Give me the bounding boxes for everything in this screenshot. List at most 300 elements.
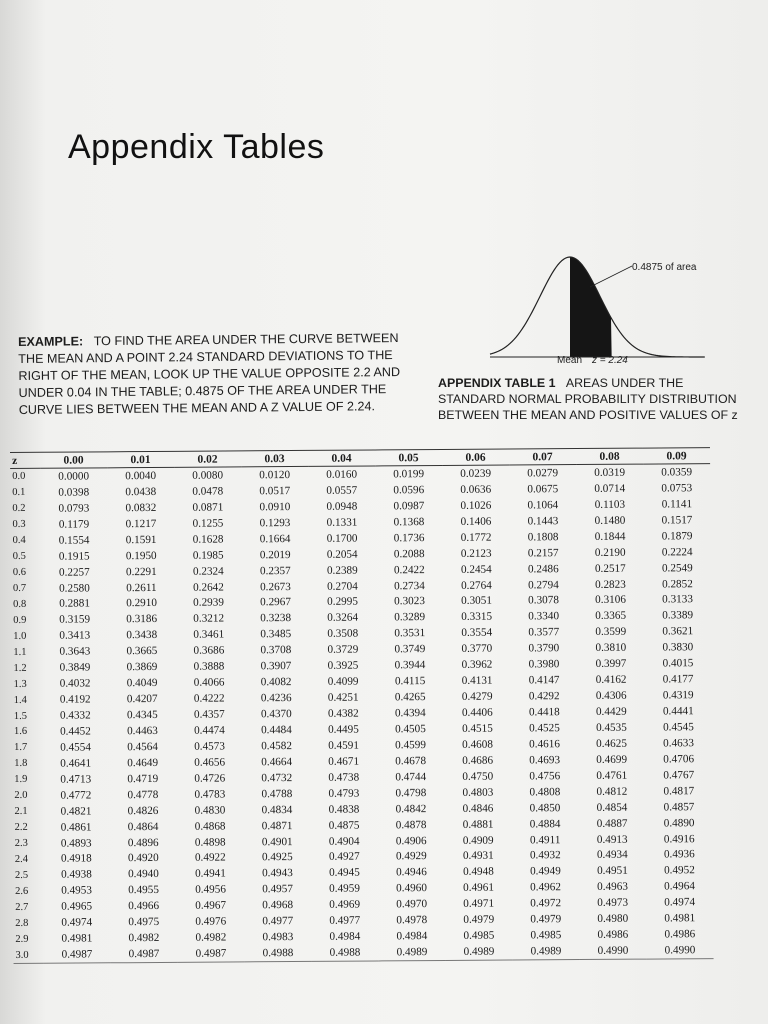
table-cell: 0.0675 (527, 483, 559, 496)
table-cell: 0.4192 (59, 693, 91, 706)
table-cell: 0.3365 (595, 610, 627, 623)
table-cell: 0.2486 (527, 562, 559, 575)
table-cell: 0.2967 (260, 596, 291, 609)
table-cell: 0.4941 (195, 867, 226, 881)
table-cell: 0.4989 (378, 944, 445, 961)
row-z-value: 2.5 (14, 869, 29, 881)
row-z-value: 2.1 (14, 806, 28, 818)
table-cell: 0.0398 (58, 486, 90, 499)
table-cell: 0.4633 (663, 737, 694, 750)
table-cell: 0.4987 (43, 946, 110, 963)
normal-curve-svg (480, 232, 760, 372)
table-cell: 0.4881 (462, 818, 494, 831)
table-cell: 0.3790 (528, 642, 560, 655)
table-cell: 0.4854 (596, 801, 628, 814)
table-cell: 0.4441 (662, 705, 694, 718)
table-cell: 0.0793 (58, 502, 90, 515)
table-cell: 0.4830 (194, 804, 226, 817)
table-cell: 0.4898 (194, 836, 226, 849)
table-cell: 0.2611 (126, 581, 157, 594)
row-z-value: 1.8 (14, 758, 28, 770)
table-cell: 0.0478 (192, 485, 224, 498)
table-cell: 0.1700 (326, 532, 358, 545)
table-cell: 0.4803 (462, 786, 494, 799)
table-cell: 0.4906 (395, 834, 427, 847)
table-cell: 0.4968 (262, 899, 294, 912)
z-value-label: z = 2.24 (592, 355, 628, 366)
table-cell: 0.3729 (327, 643, 359, 657)
table-cell: 0.3621 (662, 625, 694, 638)
table-cell: 0.1808 (527, 530, 559, 544)
table-cell: 0.1103 (594, 498, 626, 511)
table-cell: 0.1368 (393, 515, 425, 529)
table-cell: 0.3962 (461, 658, 493, 672)
table-cell: 0.4656 (194, 756, 226, 769)
table-cell: 0.4961 (463, 881, 494, 895)
table-cell: 0.2517 (594, 562, 626, 575)
row-z-value: 1.1 (13, 646, 27, 658)
table-cell: 0.4948 (463, 866, 494, 879)
table-cell: 0.4983 (262, 931, 294, 944)
table-cell: 0.3554 (461, 626, 493, 640)
table-cell: 0.4693 (529, 754, 561, 767)
table-cell: 0.4066 (193, 676, 225, 689)
table-cell: 0.4756 (529, 769, 561, 783)
table-cell: 0.3238 (260, 612, 292, 625)
table-cell: 0.4032 (59, 677, 91, 690)
table-cell: 0.4015 (662, 657, 694, 670)
table-cell: 0.1950 (125, 549, 157, 562)
table-cell: 0.4265 (394, 691, 426, 704)
table-cell: 0.1772 (460, 531, 492, 544)
table-cell: 0.4951 (597, 865, 628, 878)
table-cell: 0.4826 (127, 804, 159, 817)
table-cell: 0.4884 (529, 817, 561, 830)
table-cell: 0.4608 (462, 738, 493, 751)
table-cell: 0.4967 (195, 899, 227, 912)
table-cell: 0.4955 (128, 884, 159, 897)
table-cell: 0.4878 (395, 818, 427, 831)
table-cell: 0.4382 (327, 707, 359, 720)
table-cell: 0.4868 (194, 820, 226, 833)
table-cell: 0.1628 (192, 533, 224, 546)
table-cell: 0.1064 (527, 499, 559, 512)
table-cell: 0.2823 (595, 578, 626, 591)
table-cell: 0.2422 (393, 563, 425, 576)
table-row (13, 942, 713, 963)
row-z-value: 0.6 (12, 566, 27, 579)
table-cell: 0.3849 (59, 661, 91, 674)
table-cell: 0.4306 (595, 689, 627, 703)
table-cell: 0.4838 (328, 803, 360, 816)
table-cell: 0.4989 (445, 944, 512, 961)
table-cell: 0.4345 (126, 709, 158, 722)
example-text: TO FIND THE AREA UNDER THE CURVE BETWEEN THE MEAN AND A POINT 2.24 STANDARD DEVIATIONS TO THE RIGHT OF THE MEAN, LOOK UP THE VALUE OPPOSITE 2.2 AND UNDER 0.04 IN THE TABLE; 0.4875 OF THE AREA UNDER THE CURVE LIES BETWEEN THE MEAN AND A Z VALUE OF 2.24. (18, 331, 401, 417)
table-cell: 0.3051 (461, 595, 492, 608)
table-cell: 0.4953 (61, 884, 92, 897)
table-cell: 0.3289 (394, 611, 426, 624)
table-cell: 0.4846 (462, 802, 494, 815)
table-cell: 0.4147 (528, 674, 560, 687)
table-cell: 0.4463 (127, 724, 158, 738)
table-cell: 0.4554 (60, 741, 91, 754)
table-cell: 0.4222 (193, 692, 225, 705)
table-cell: 0.4969 (329, 898, 361, 912)
table-cell: 0.4750 (462, 770, 494, 783)
table-cell: 0.1915 (58, 550, 90, 563)
table-cell: 0.4982 (128, 932, 160, 945)
table-cell: 0.4772 (60, 789, 92, 802)
table-cell: 0.4911 (529, 833, 561, 846)
table-cell: 0.4980 (597, 912, 629, 926)
table-cell: 0.4984 (329, 930, 361, 943)
row-z-value: 2.2 (14, 821, 28, 834)
table-cell: 0.4974 (61, 916, 93, 929)
table-cell: 0.0279 (527, 467, 559, 480)
table-cell: 0.2910 (126, 597, 157, 610)
table-cell: 0.2157 (527, 546, 559, 560)
table-cell: 0.4916 (663, 832, 695, 845)
table-cell: 0.2454 (460, 563, 492, 576)
table-cell: 0.3599 (595, 626, 627, 639)
table-cell: 0.3810 (595, 641, 627, 655)
table-cell: 0.4966 (128, 900, 160, 913)
table-cell: 0.4370 (260, 708, 292, 721)
table-cell: 0.4949 (530, 865, 561, 878)
normal-curve-figure (480, 232, 760, 372)
table-cell: 0.4984 (396, 930, 428, 943)
area-leader-line (590, 266, 632, 287)
table-cell: 0.2580 (59, 581, 90, 595)
table-cell: 0.3531 (394, 627, 426, 640)
row-z-value: 2.0 (14, 790, 28, 802)
page-title: Appendix Tables (68, 128, 325, 166)
table-cell: 0.1591 (125, 533, 157, 546)
table-cell: 0.4783 (194, 788, 226, 801)
table-cell: 0.2673 (260, 580, 291, 593)
table-cell: 0.4913 (596, 833, 628, 846)
table-cell: 0.2054 (326, 548, 358, 561)
table-cell: 0.0199 (393, 468, 425, 481)
column-header: 0.08 (576, 448, 643, 464)
table-cell: 0.4989 (512, 943, 579, 960)
table-cell: 0.0080 (192, 469, 224, 482)
table-cell: 0.1141 (661, 498, 693, 511)
column-header: 0.01 (107, 451, 174, 467)
table-cell: 0.4887 (596, 817, 628, 830)
table-cell: 0.0753 (661, 482, 693, 495)
table-cell: 0.4943 (262, 867, 293, 880)
row-z-value: 1.5 (13, 710, 28, 722)
table-cell: 0.4982 (195, 931, 227, 944)
table-cell: 0.2257 (58, 566, 90, 579)
table-cell: 0.3665 (126, 645, 158, 658)
table-cell: 0.3133 (662, 593, 693, 606)
table-cell: 0.4719 (127, 772, 159, 785)
table-cell: 0.1517 (661, 514, 693, 527)
table-cell: 0.3186 (126, 613, 158, 626)
table-cell: 0.4732 (261, 771, 293, 785)
table-cell: 0.4932 (529, 849, 561, 862)
row-z-value: 2.6 (15, 885, 29, 897)
table-cell: 0.0948 (326, 500, 358, 513)
table-cell: 0.4985 (463, 929, 495, 943)
table-cell: 0.4956 (195, 883, 226, 897)
table-cell: 0.2939 (193, 596, 224, 610)
table-cell: 0.4418 (528, 706, 560, 719)
table-cell: 0.3389 (662, 609, 694, 622)
table-cell: 0.4515 (462, 722, 493, 735)
table-cell: 0.4726 (194, 772, 226, 785)
table-cell: 0.4525 (529, 722, 560, 735)
row-z-value: 2.4 (14, 853, 29, 865)
table-cell: 0.4474 (194, 724, 225, 737)
table-cell: 0.4979 (463, 913, 495, 927)
table-cell: 0.2881 (59, 597, 90, 611)
table-cell: 0.2852 (662, 577, 693, 590)
table-cell: 0.4890 (663, 816, 695, 830)
table-cell: 0.2123 (460, 547, 492, 560)
table-cell: 0.4871 (261, 819, 293, 832)
table-cell: 0.4535 (596, 721, 627, 734)
column-header: 0.03 (241, 450, 308, 466)
table-cell: 0.4938 (61, 868, 92, 882)
table-cell: 0.4641 (60, 757, 92, 770)
table-cell: 0.4767 (663, 769, 695, 782)
table-cell: 0.4973 (597, 896, 629, 910)
table-heading-gap (559, 376, 566, 390)
table-cell: 0.4981 (664, 912, 696, 925)
column-header: 0.02 (174, 451, 241, 467)
table-cell: 0.3830 (662, 641, 694, 654)
row-z-value: 2.9 (15, 933, 29, 945)
table-cell: 0.4985 (530, 929, 562, 942)
table-cell: 0.0319 (594, 466, 626, 479)
table-cell: 0.2549 (661, 561, 693, 575)
table-cell: 0.4131 (461, 674, 493, 688)
row-z-value: 0.7 (12, 582, 27, 595)
table-cell: 0.4962 (530, 881, 561, 894)
table-cell: 0.4940 (128, 868, 159, 881)
table-cell: 0.2995 (327, 596, 358, 609)
table-cell: 0.4975 (128, 916, 160, 929)
table-cell: 0.4812 (596, 785, 628, 798)
table-cell: 0.4686 (462, 754, 494, 767)
table-cell: 0.3438 (126, 629, 158, 642)
table-cell: 0.4582 (261, 739, 292, 753)
table-cell: 0.4778 (127, 788, 159, 801)
table-cell: 0.4957 (262, 883, 293, 896)
column-header: 0.05 (375, 449, 442, 465)
table-cell: 0.3770 (461, 642, 493, 656)
table-cell: 0.0359 (661, 466, 693, 479)
table-cell: 0.1026 (460, 499, 492, 512)
table-cell: 0.4987 (177, 946, 244, 963)
table-cell: 0.4952 (664, 864, 695, 877)
z-table (10, 447, 714, 964)
table-cell: 0.3888 (193, 660, 225, 673)
table-cell: 0.4332 (59, 709, 91, 722)
table-cell: 0.0438 (125, 485, 157, 499)
table-cell: 0.4429 (595, 705, 627, 718)
table-cell: 0.3264 (327, 611, 359, 625)
table-cell: 0.4495 (328, 723, 359, 736)
row-z-value: 0.2 (12, 503, 26, 515)
table-cell: 0.4901 (261, 835, 293, 848)
row-z-value: 0.0 (12, 471, 26, 483)
table-cell: 0.4649 (127, 756, 159, 770)
table-cell: 0.1331 (326, 516, 358, 529)
row-z-value: 0.3 (12, 519, 26, 531)
table-cell: 0.4945 (329, 866, 360, 880)
table-cell: 0.0557 (326, 484, 358, 497)
table-cell: 0.4817 (663, 784, 695, 798)
table-cell: 0.1664 (259, 532, 291, 545)
table-cell: 0.3869 (126, 661, 158, 674)
table-cell: 0.1293 (259, 516, 291, 530)
table-cell: 0.4896 (127, 836, 159, 849)
table-cell: 0.4986 (664, 928, 696, 941)
table-cell: 0.4664 (261, 755, 293, 769)
table-cell: 0.4744 (395, 770, 427, 784)
column-header: 0.09 (643, 448, 710, 464)
row-z-value: 0.5 (12, 551, 26, 563)
table-cell: 0.4452 (60, 725, 91, 738)
table-cell: 0.2224 (661, 545, 693, 559)
table-cell: 0.3212 (193, 612, 225, 626)
row-z-value: 1.7 (14, 742, 28, 754)
table-cell: 0.1879 (661, 529, 693, 543)
table-cell: 0.1179 (58, 518, 90, 531)
table-cell: 0.4406 (461, 706, 493, 719)
mean-label: Mean (557, 355, 583, 366)
z-table-container (10, 447, 714, 964)
table-cell: 0.4963 (597, 881, 628, 894)
table-cell: 0.4292 (528, 690, 560, 703)
table-cell: 0.1736 (393, 531, 425, 545)
row-z-value: 1.3 (13, 678, 27, 690)
table-cell: 0.0517 (259, 484, 291, 498)
table-cell: 0.4850 (529, 801, 561, 815)
table-cell: 0.4251 (327, 691, 359, 704)
table-cell: 0.4977 (262, 915, 294, 928)
table-cell: 0.0160 (326, 468, 358, 481)
table-cell: 0.3686 (193, 644, 225, 658)
example-lead: EXAMPLE: (18, 334, 84, 349)
table-cell: 0.4960 (396, 882, 427, 895)
table-cell: 0.3078 (528, 594, 559, 607)
table-cell: 0.4864 (127, 820, 159, 833)
table-cell: 0.4861 (60, 821, 92, 834)
table-cell: 0.3708 (260, 644, 292, 657)
table-cell: 0.4357 (193, 708, 225, 721)
table-cell: 0.4788 (261, 787, 293, 800)
table-cell: 0.4920 (127, 852, 159, 865)
table-cell: 0.1844 (594, 530, 626, 543)
table-cell: 0.0987 (393, 499, 425, 513)
table-cell: 0.4699 (596, 753, 628, 766)
table-cell: 0.4082 (260, 676, 292, 689)
table-cell: 0.4821 (60, 805, 92, 818)
table-cell: 0.4986 (597, 928, 629, 942)
table-cell: 0.3643 (59, 645, 91, 658)
table-cell: 0.4965 (61, 900, 93, 913)
table-cell: 0.4319 (662, 689, 694, 702)
table-cell: 0.0832 (125, 501, 157, 515)
table-cell: 0.4964 (664, 880, 695, 893)
table-cell: 0.3461 (193, 628, 225, 642)
table-cell: 0.1255 (192, 517, 224, 530)
table-cell: 0.4936 (663, 848, 695, 861)
example-text-block (18, 330, 409, 419)
table-cell: 0.4981 (61, 932, 93, 945)
table-cell: 0.2389 (326, 564, 358, 577)
row-z-value: 1.2 (13, 662, 27, 674)
table-cell: 0.4279 (461, 690, 493, 703)
table-heading-text: AREAS UNDER THE STANDARD NORMAL PROBABILITY DISTRIBUTION BETWEEN THE MEAN AND POSITIVE VALUES OF z (438, 376, 738, 422)
table-cell: 0.4484 (261, 724, 292, 737)
table-cell: 0.1554 (58, 534, 90, 547)
table-cell: 0.4990 (646, 942, 713, 959)
table-cell: 0.4049 (126, 677, 158, 690)
table-cell: 0.3023 (394, 595, 425, 608)
table-cell: 0.0714 (594, 482, 626, 495)
table-cell: 0.4505 (395, 723, 426, 736)
table-cell: 0.2764 (461, 579, 492, 592)
table-cell: 0.4207 (126, 693, 158, 706)
table-cell: 0.0120 (259, 469, 291, 482)
table-cell: 0.4959 (329, 882, 360, 896)
table-cell: 0.4678 (395, 754, 427, 768)
table-cell: 0.4875 (328, 819, 360, 832)
table-cell: 0.2734 (394, 579, 425, 592)
column-header: 0.06 (442, 449, 509, 465)
row-z-value: 2.8 (15, 917, 29, 929)
table-cell: 0.4798 (395, 786, 427, 800)
table-cell: 0.4564 (127, 740, 158, 754)
table-cell: 0.4599 (395, 739, 426, 752)
table-cell: 0.4925 (261, 851, 293, 864)
table-cell: 0.1406 (460, 515, 492, 528)
table-cell: 0.4834 (261, 803, 293, 816)
table-cell: 0.3980 (528, 658, 560, 671)
table-cell: 0.4946 (396, 866, 427, 879)
column-header: 0.07 (509, 449, 576, 465)
table-cell: 0.4988 (311, 945, 378, 962)
table-cell: 0.3159 (59, 613, 91, 627)
table-cell: 0.4115 (394, 675, 426, 688)
table-cell: 0.4545 (663, 721, 694, 734)
table-cell: 0.4706 (663, 753, 695, 766)
table-cell: 0.3907 (260, 660, 292, 673)
table-cell: 0.4738 (328, 771, 360, 784)
table-cell: 0.2794 (528, 578, 559, 591)
table-cell: 0.3340 (528, 610, 560, 623)
table-cell: 0.4099 (327, 675, 359, 688)
row-z-value: 0.8 (13, 598, 27, 610)
table-cell: 0.4970 (396, 898, 428, 911)
table-cell: 0.4573 (194, 740, 225, 753)
table-cell: 0.4934 (596, 849, 628, 862)
table-cell: 0.3413 (59, 629, 91, 643)
table-cell: 0.4616 (529, 738, 560, 751)
table-cell: 0.4808 (529, 785, 561, 799)
table-cell: 0.4793 (328, 787, 360, 800)
table-cell: 0.1985 (192, 549, 224, 562)
table-cell: 0.4974 (664, 896, 696, 909)
table-cell: 0.4972 (530, 897, 562, 910)
row-z-value: 1.0 (13, 630, 27, 642)
